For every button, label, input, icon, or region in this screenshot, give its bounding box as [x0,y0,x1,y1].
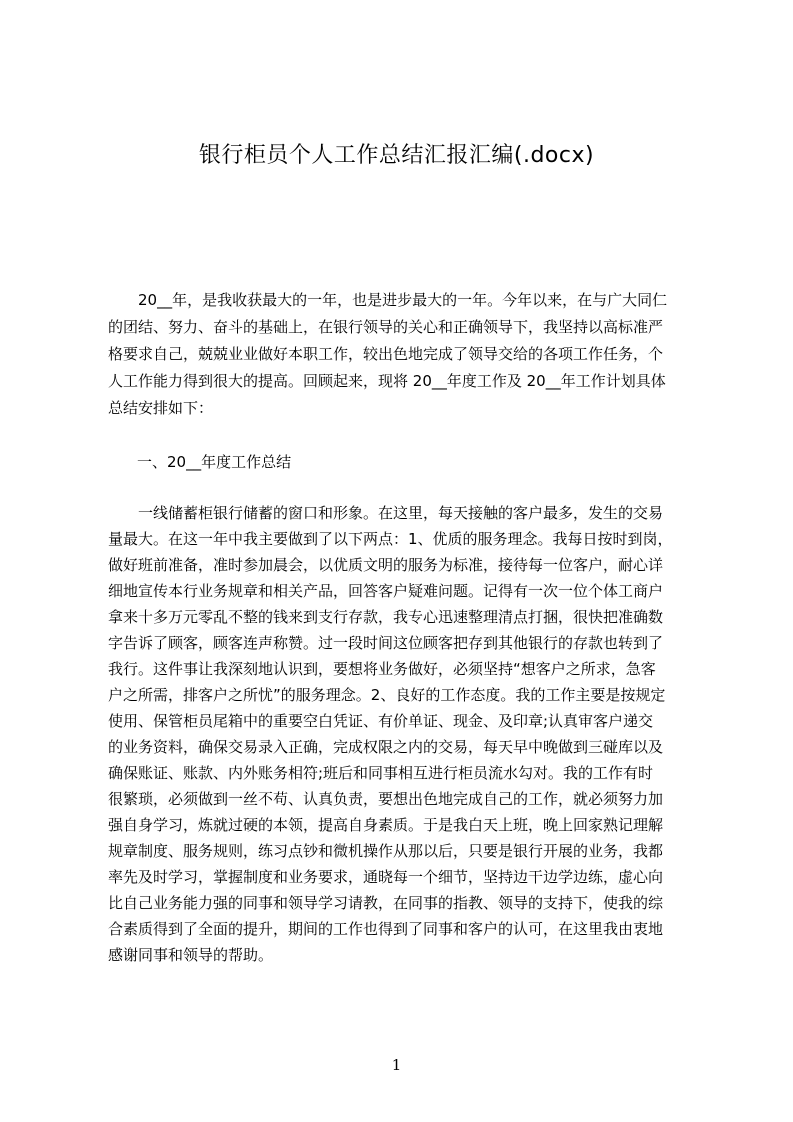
body-line: 做好班前准备，准时参加晨会，以优质文明的服务为标准，接待每一位客户，耐心详 [108,556,664,574]
body-line: 一线储蓄柜银行储蓄的窗口和形象。在这里，每天接触的客户最多，发生的交易 [138,504,664,522]
intro-paragraph [108,290,698,430]
body-line: 合素质得到了全面的提升，期间的工作也得到了同事和客户的认可，在这里我由衷地 [108,920,664,938]
document-title: 银行柜员个人工作总结汇报汇编(.docx) [198,143,595,168]
body-line: 字告诉了顾客，顾客连声称赞。过一段时间这位顾客把存到其他银行的存款也转到了 [108,634,664,652]
intro-line: 格要求自己，兢兢业业做好本职工作，较出色地完成了领导交给的各项工作任务，个 [108,345,664,363]
body-line: 的业务资料，确保交易录入正确，完成权限之内的交易，每天早中晚做到三碰库以及 [108,738,664,756]
body-line: 拿来十多万元零乱不整的钱来到支行存款，我专心迅速整理清点打捆，很快把准确数 [108,608,664,626]
body-line: 很繁琐，必须做到一丝不苟、认真负责，要想出色地完成自己的工作，就必须努力加 [108,790,664,808]
body-line: 率先及时学习，掌握制度和业务要求，通晓每一个细节，坚持边干边学边练，虚心向 [108,868,664,886]
body-line: 使用、保管柜员尾箱中的重要空白凭证、有价单证、现金、及印章;认真审客户递交 [108,712,654,730]
intro-line: 人工作能力得到很大的提高。回顾起来，现将 20__年度工作及 20__年工作计划具体 [108,372,666,390]
intro-line: 的团结、努力、奋斗的基础上，在银行领导的关心和正确领导下，我坚持以高标准严 [108,318,664,336]
body-line: 我行。这件事让我深刻地认识到，要想将业务做好，必须坚持“想客户之所求，急客 [108,660,656,678]
body-line: 量最大。在这一年中我主要做到了以下两点：1、优质的服务理念。我每日按时到岗， [108,530,673,548]
body-line: 规章制度、服务规则，练习点钞和微机操作从那以后，只要是银行开展的业务，我都 [108,842,664,860]
body-line: 户之所需，排客户之所忧”的服务理念。2、良好的工作态度。我的工作主要是按规定 [108,686,666,704]
section-heading: 一、20__年度工作总结 [137,453,292,471]
body-line: 感谢同事和领导的帮助。 [108,946,274,964]
body-line: 细地宣传本行业务规章和相关产品，回答客户疑难问题。记得有一次一位个体工商户 [108,582,664,600]
intro-line: 20__年，是我收获最大的一年，也是进步最大的一年。今年以来，在与广大同仁 [138,291,668,309]
body-line: 强自身学习，炼就过硬的本领，提高自身素质。于是我白天上班，晚上回家熟记理解 [108,816,664,834]
section-paragraph [108,503,698,983]
intro-line: 总结安排如下： [108,399,214,417]
body-line: 确保账证、账款、内外账务相符;班后和同事相互进行柜员流水勾对。我的工作有时 [108,764,654,782]
body-line: 比自己业务能力强的同事和领导学习请教，在同事的指教、领导的支持下，使我的综 [108,894,664,912]
page-number: 1 [391,1056,402,1074]
